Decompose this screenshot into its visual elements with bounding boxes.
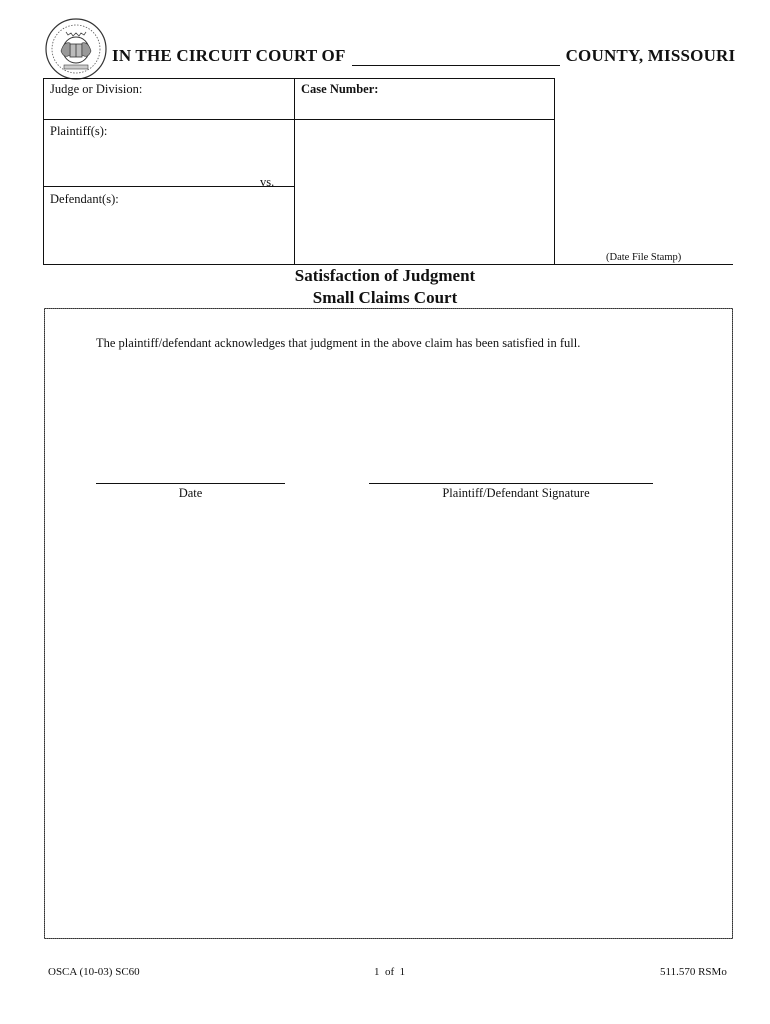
caption-box bbox=[43, 78, 555, 265]
signature-label: Plaintiff/Defendant Signature bbox=[442, 486, 590, 500]
satisfaction-statement: The plaintiff/defendant acknowledges that judgment in the above claim has been satisfied in full. bbox=[96, 336, 581, 350]
vs-label: vs. bbox=[260, 175, 275, 189]
case-number-label: Case Number: bbox=[301, 82, 379, 96]
court-suffix: COUNTY, MISSOURI bbox=[565, 46, 736, 65]
county-blank-line[interactable] bbox=[352, 51, 560, 66]
party-divider bbox=[43, 186, 294, 187]
missouri-state-seal bbox=[44, 17, 108, 81]
main-form-box bbox=[44, 308, 733, 939]
defendant-label: Defendant(s): bbox=[50, 192, 119, 206]
date-file-stamp-label: (Date File Stamp) bbox=[606, 252, 682, 263]
caption-horizontal-divider bbox=[43, 119, 555, 120]
page-number: 1 of 1 bbox=[374, 966, 406, 978]
date-line[interactable] bbox=[96, 483, 285, 484]
form-id: OSCA (10-03) SC60 bbox=[48, 966, 140, 978]
date-label: Date bbox=[178, 486, 203, 500]
date-file-stamp-line bbox=[555, 264, 733, 265]
statute-reference: 511.570 RSMo bbox=[660, 966, 727, 978]
signature-line[interactable] bbox=[369, 483, 653, 484]
judge-division-label: Judge or Division: bbox=[50, 82, 143, 96]
form-title: Satisfaction of Judgment bbox=[294, 266, 476, 285]
caption-vertical-divider bbox=[294, 78, 295, 265]
court-header bbox=[112, 46, 735, 66]
court-prefix: IN THE CIRCUIT COURT OF bbox=[112, 46, 346, 65]
plaintiff-label: Plaintiff(s): bbox=[50, 124, 108, 138]
form-subtitle: Small Claims Court bbox=[312, 288, 458, 307]
